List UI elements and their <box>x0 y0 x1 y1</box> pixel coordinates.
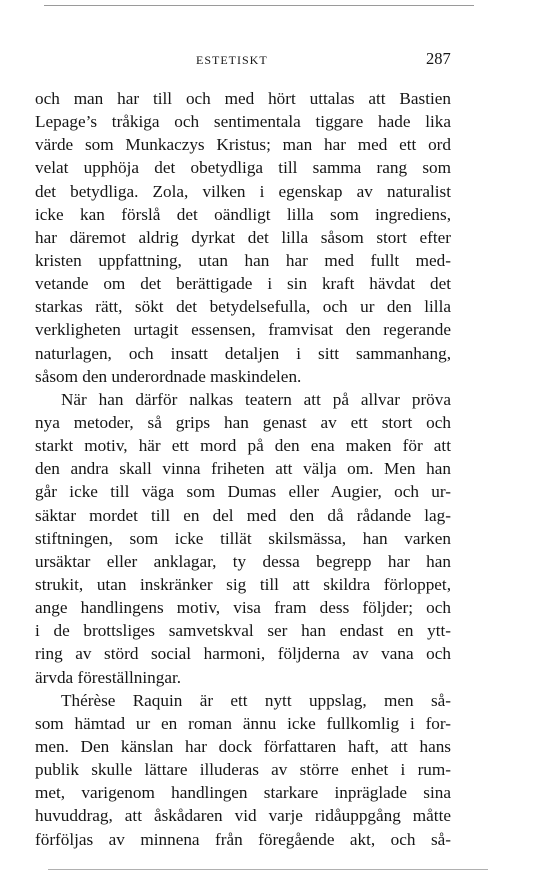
text-line: När han därför nalkas teatern att på allvar pröva <box>61 389 451 409</box>
text-line: säktar mordet till en del med den då rådande lag- <box>35 505 451 525</box>
text-line: förföljas av minnena från föregående akt, och så- <box>35 829 451 849</box>
text-line: den andra skall vinna friheten att välja om. Men han <box>35 459 451 479</box>
text-line: naturlagen, och insatt detaljen i sitt sammanhang, <box>35 343 451 363</box>
text-line: såsom den underordnade maskindelen. <box>35 366 302 386</box>
text-line: och man har till och med hört uttalas att Bastien <box>35 89 451 108</box>
text-line: starkas rätt, sökt det betydelsefulla, och ur den lilla <box>35 297 451 317</box>
body-text <box>35 87 451 851</box>
text-line: publik skulle lättare illuderas av större enhet i rum- <box>35 760 451 780</box>
text-line: met, varigenom handlingen starkare inpräglade sina <box>35 783 451 803</box>
text-line: Lepage’s tråkiga och sentimentala tiggare hade lika <box>35 112 451 132</box>
text-line: nya metoder, så grips han genast av ett stort och <box>35 412 451 432</box>
text-line: stiftningen, som icke tillät skilsmässa, han varken <box>35 528 451 548</box>
text-line: värde som Munkaczys Kristus; man har med ett ord <box>35 135 451 155</box>
text-line: kristen uppfattning, utan han har med fullt med- <box>35 250 451 270</box>
text-line: ange handlingens motiv, visa fram dess följder; och <box>35 598 451 618</box>
text-line: har däremot aldrig dyrkat det lilla såsom stort efter <box>35 227 451 247</box>
text-line: går icke till väga som Dumas eller Augier, och ur- <box>35 482 451 502</box>
text-line: starkt motiv, här ett mord på den ena maken för att <box>35 436 451 456</box>
page-number: 287 <box>426 49 451 68</box>
text-line: strukit, utan inskränker sig till att skildra förloppet, <box>35 574 451 594</box>
text-line: Thérèse Raquin är ett nytt uppslag, men så- <box>61 690 451 710</box>
text-line: velat upphöja det obetydliga till samma rang som <box>35 158 451 178</box>
running-head: ESTETISKT <box>196 53 268 67</box>
text-line: det betydliga. Zola, vilken i egenskap av naturalist <box>35 181 451 201</box>
text-line: ärvda föreställningar. <box>35 667 182 687</box>
bottom-edge-line <box>48 869 488 870</box>
top-edge-line <box>44 5 474 6</box>
text-line: ursäktar eller anklagar, ty dessa begrepp har han <box>35 551 451 571</box>
text-line: icke kan förslå det oändligt lilla som ingrediens, <box>35 204 451 224</box>
text-line: i de brottsliges samvetskval ser han endast en ytt- <box>35 621 451 641</box>
text-line: som hämtad ur en roman ännu icke fullkomlig i for- <box>35 713 451 733</box>
text-line: verkligheten urtagit essensen, framvisat den regerande <box>35 320 451 340</box>
text-line: vetande om det berättigade i sin kraft hävdat det <box>35 274 451 294</box>
text-line: huvuddrag, att åskådaren vid varje ridåuppgång måtte <box>35 806 451 826</box>
text-line: ring av störd social harmoni, följderna av vana och <box>35 644 451 664</box>
text-line: men. Den känslan har dock författaren haft, att hans <box>35 736 451 756</box>
